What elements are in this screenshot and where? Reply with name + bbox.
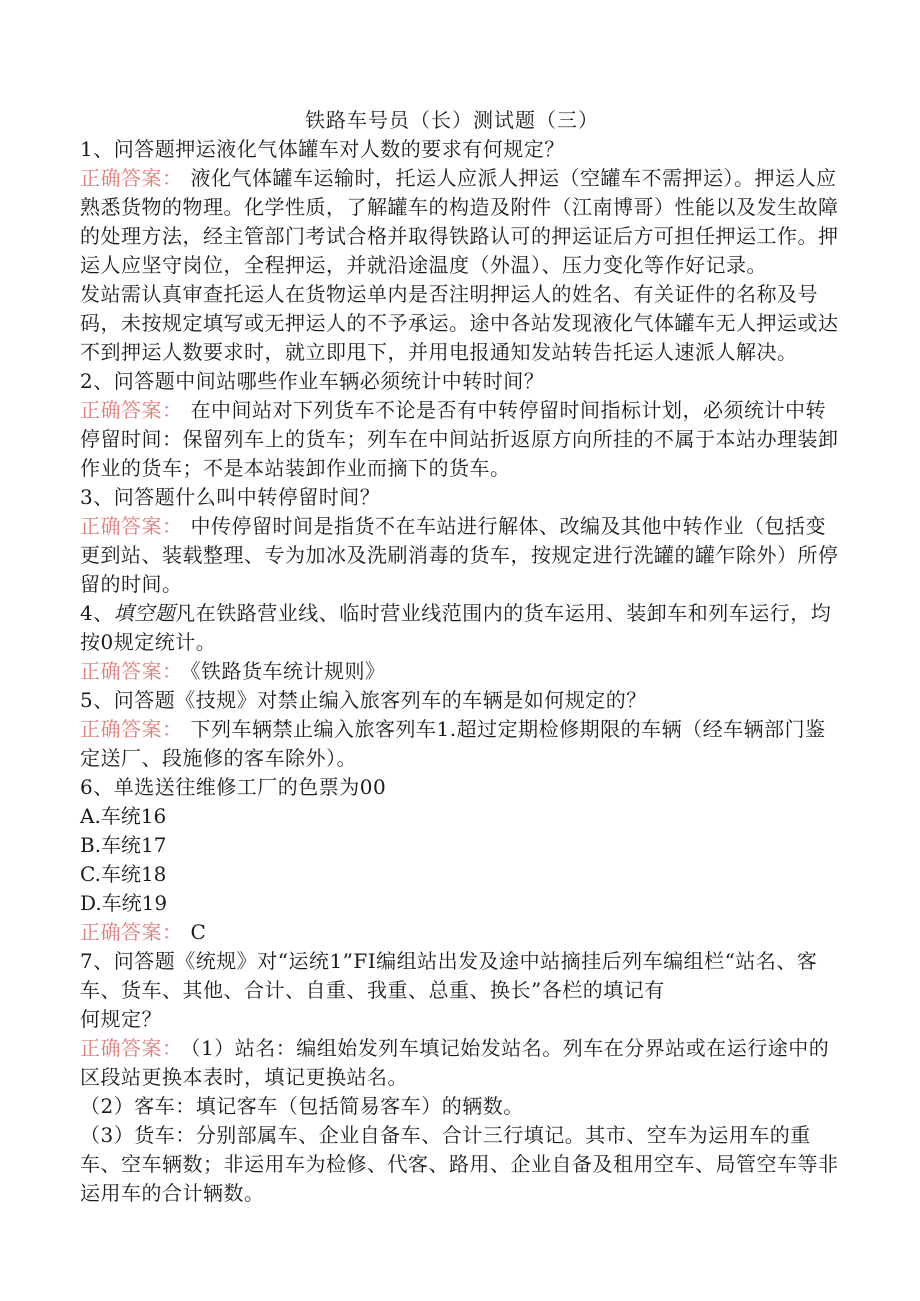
question-1: 1、问答题押运液化气体罐车对人数的要求有何规定？: [80, 137, 565, 161]
answer-label: 正确答案：: [80, 514, 183, 538]
answer-6: [80, 918, 840, 947]
option-d: D.车统19: [80, 891, 168, 915]
answer-2-text: 在中间站对下列货车不论是否有中转停留时间指标计划，必须统计中转停留时间：保留列车上的货车；列车在中间站折返原方向所挂的不属于本站办理装卸作业的货车；不是本站装卸作业而摘下的货车。: [80, 398, 839, 480]
answer-label: 正确答案：: [80, 717, 183, 741]
answer-1: [80, 164, 840, 280]
answer-3-text: 中传停留时间是指货不在车站进行解体、改编及其他中转作业（包括变更到站、装载整理、专为加冰及洗刷消毒的货车，按规定进行洗罐的罐乍除外）所停留的时间。: [80, 514, 839, 596]
option-b: B.车统17: [80, 833, 167, 857]
document-title: 铁路车号员（长）测试题（三）: [305, 108, 599, 132]
answer-7: [80, 1034, 840, 1092]
answer-label: 正确答案：: [80, 920, 183, 944]
question-5: 5、问答题《技规》对禁止编入旅客列车的车辆是如何规定的？: [80, 688, 647, 712]
answer-7-paragraph-3: （3）货车：分别部属车、企业自备车、合计三行填记。其市、空车为运用车的重车、空车辆数；非运用车为检修、代客、路用、企业自备及租用空车、局管空车等非运用车的合计辆数。: [80, 1123, 839, 1205]
question-4-type: 填空题: [113, 601, 176, 625]
answer-1-text: 液化气体罐车运输时，托运人应派人押运（空罐车不需押运）。押运人应熟悉货物的物理。化学性质，了解罐车的构造及附件（江南博哥）性能以及发生故障的处理方法，经主管部门考试合格并取得铁路认可的押运证后方可担任押运工作。押运人应坚守岗位，全程押运，并就沿途温度（外温）、压力变化等作好记录。: [80, 166, 839, 277]
question-3: 3、问答题什么叫中转停留时间？: [80, 485, 381, 509]
question-2: 2、问答题中间站哪些作业车辆必须统计中转时间？: [80, 369, 545, 393]
question-4-number: 4、: [80, 601, 114, 625]
answer-label: 正确答案：: [80, 166, 183, 190]
answer-3: [80, 512, 840, 599]
question-6: 6、单选送往维修工厂的色票为00: [80, 775, 387, 799]
question-7-continued: 何规定？: [80, 1007, 162, 1031]
answer-6-text: C: [190, 920, 207, 944]
answer-7-paragraph-2: （2）客车：填记客车（包括简易客车）的辆数。: [80, 1094, 524, 1118]
answer-label: 正确答案：: [80, 398, 183, 422]
answer-1-paragraph-2: 发站需认真审查托运人在货物运单内是否注明押运人的姓名、有关证件的名称及号码，未按规定填写或无押运人的不予承运。途中各站发现液化气体罐车无人押运或达不到押运人数要求时，就立即甩下，并用电报通知发站转告托运人速派人解决。: [80, 282, 839, 364]
answer-5-text: 下列车辆禁止编入旅客列车1.超过定期检修期限的车辆（经车辆部门鉴定送厂、段施修的客车除外）。: [80, 717, 826, 770]
answer-label: 正确答案：: [80, 659, 183, 683]
option-a: A.车统16: [80, 804, 167, 828]
answer-4: [80, 657, 840, 686]
answer-5: [80, 715, 840, 773]
answer-4-text: 《铁路货车统计规则》: [190, 659, 386, 683]
answer-2: [80, 396, 840, 483]
answer-7-text: （1）站名：编组始发列车填记始发站名。列车在分界站或在运行途中的区段站更换本表时，填记更换站名。: [80, 1036, 830, 1089]
answer-label: 正确答案：: [80, 1036, 183, 1060]
question-4-text: 凡在铁路营业线、临时营业线范围内的货车运用、装卸车和列车运行，均按0规定统计。: [80, 601, 832, 654]
question-7: 7、问答题《统规》对“运统1”FI编组站出发及途中站摘挂后列车编组栏“站名、客车、货车、其他、合计、自重、我重、总重、换长”各栏的填记有: [80, 949, 818, 1002]
question-4: [80, 599, 840, 657]
option-c: C.车统18: [80, 862, 167, 886]
